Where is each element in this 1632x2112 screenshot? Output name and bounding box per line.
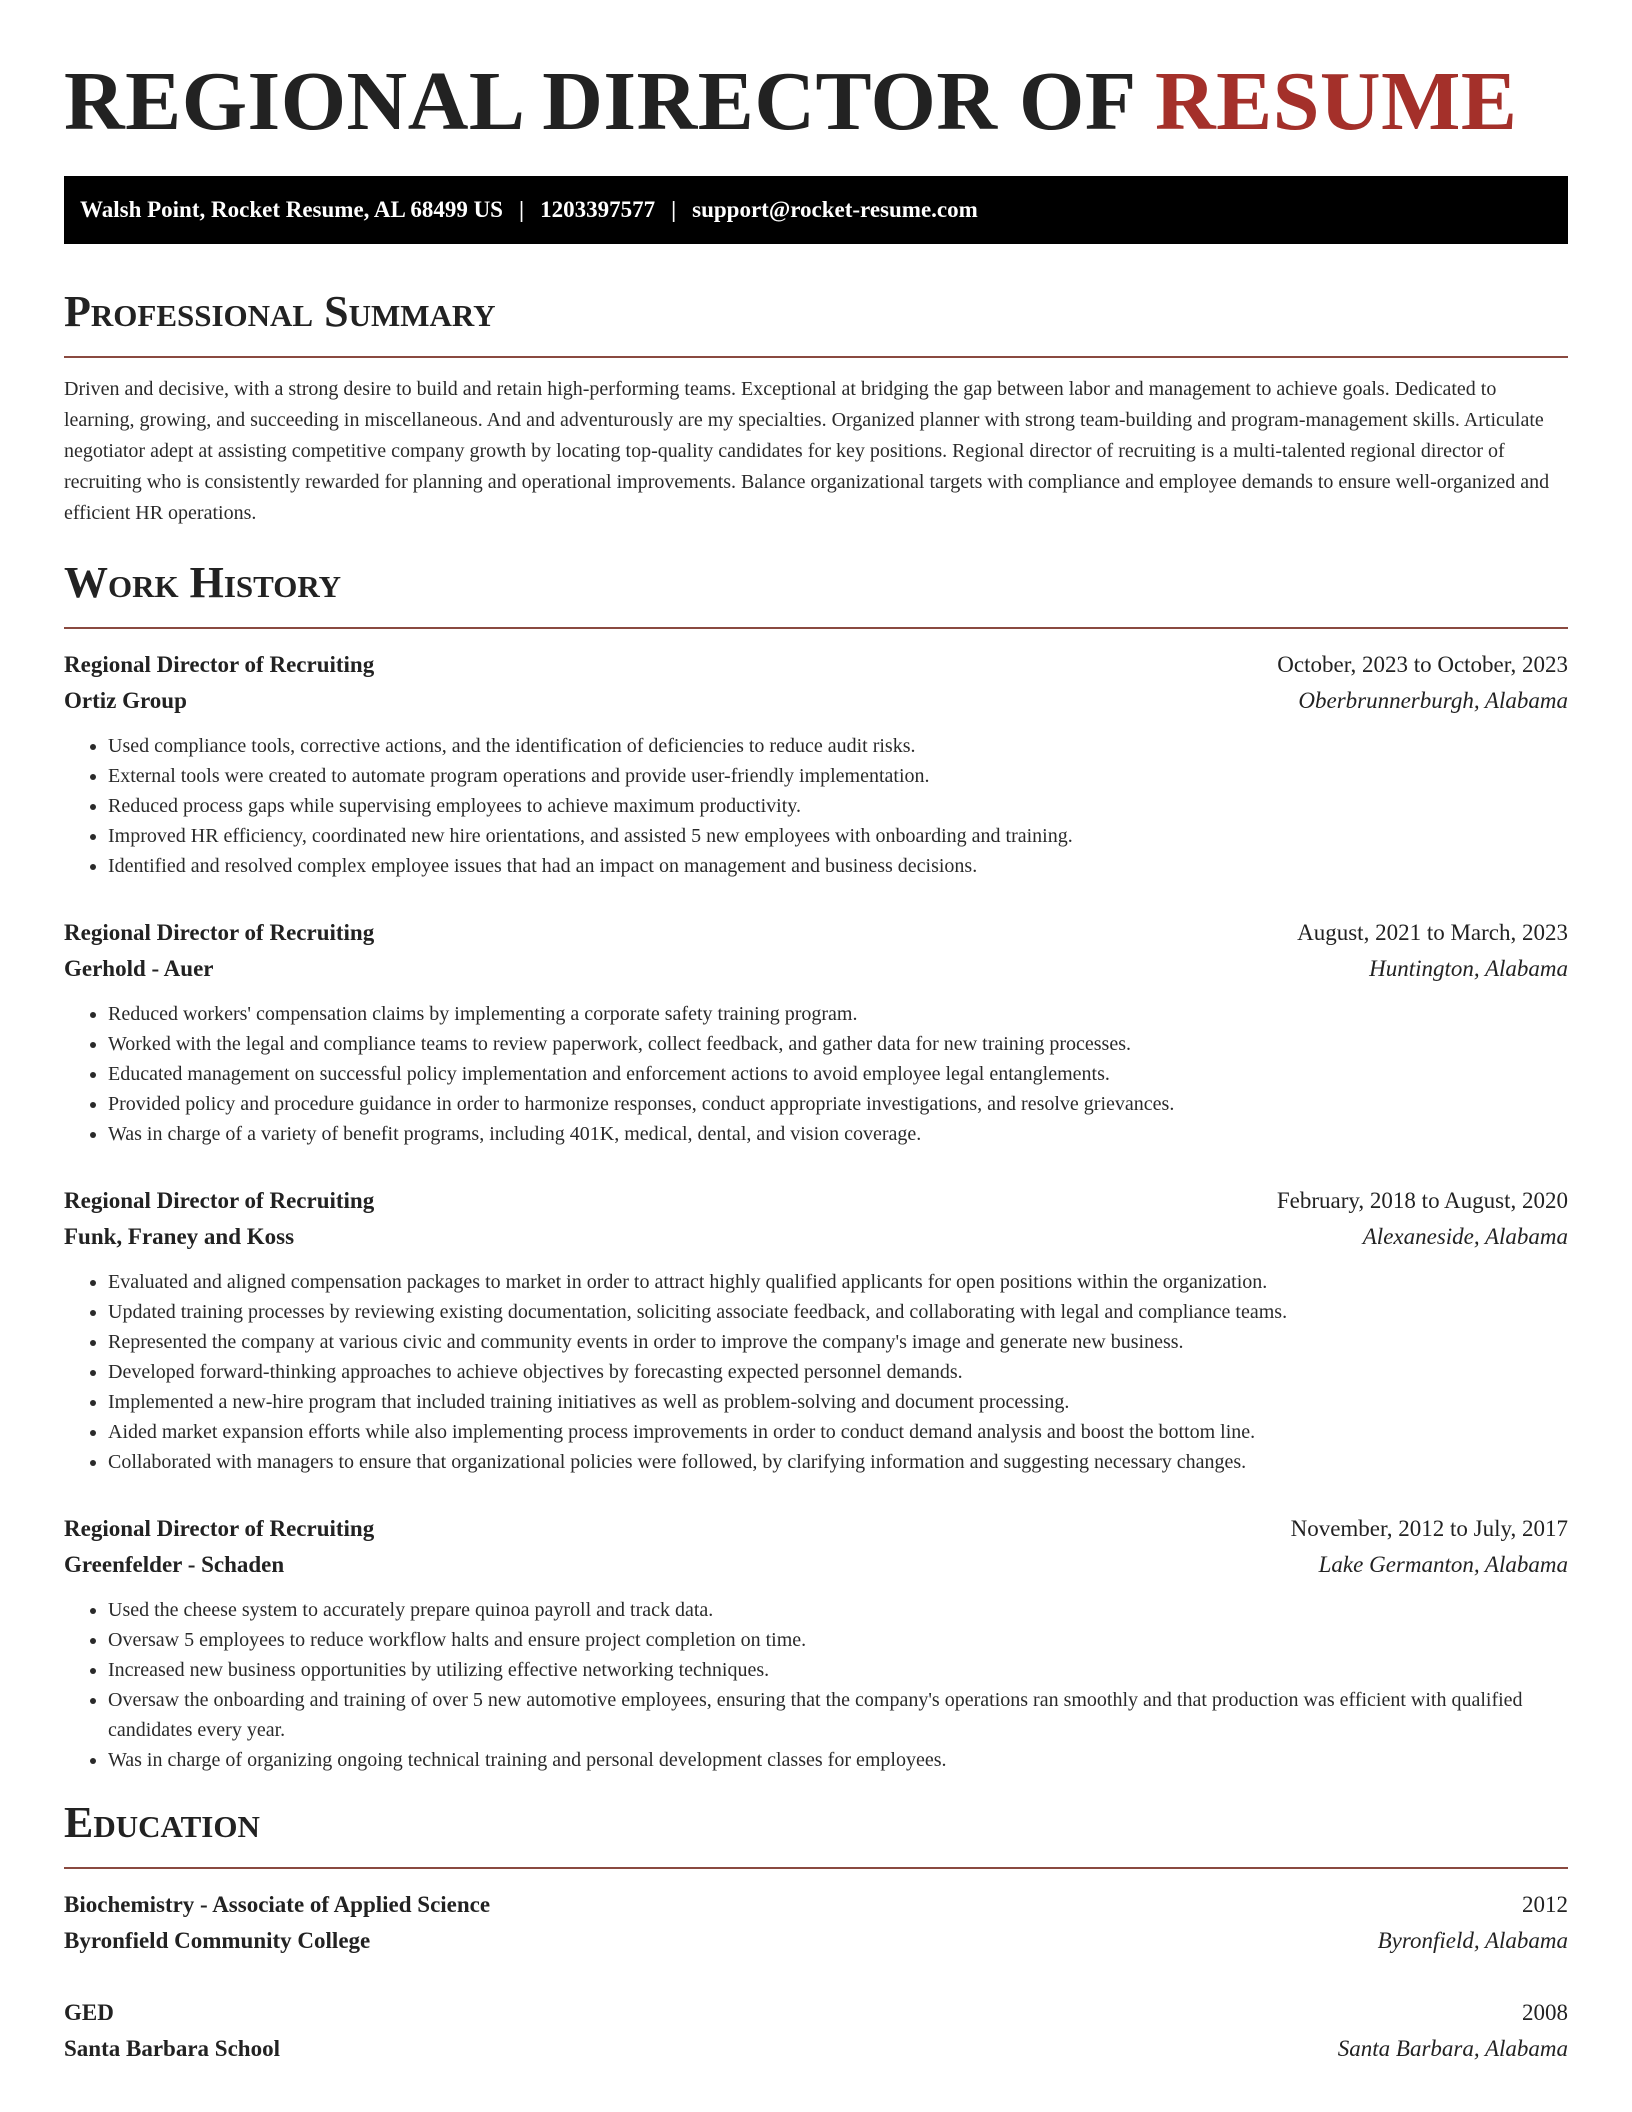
job-location: Lake Germanton, Alabama (1318, 1552, 1568, 1577)
education-section (64, 1797, 1568, 2067)
job-location: Huntington, Alabama (1369, 956, 1568, 981)
job-entry (64, 1183, 1568, 1477)
job-dates: August, 2021 to March, 2023 (1297, 920, 1568, 945)
job-bullet: • Was in charge of a variety of benefit programs, including 401K, medical, dental, and vision coverage. (108, 1119, 1568, 1149)
education-location: Byronfield, Alabama (1377, 1928, 1568, 1953)
contact-email: support@rocket-resume.com (692, 197, 978, 222)
job-entry (64, 647, 1568, 881)
title-main: REGIONAL DIRECTOR OF (64, 55, 1156, 148)
job-location: Alexaneside, Alabama (1362, 1224, 1568, 1249)
job-bullet: • Increased new business opportunities by utilizing effective networking techniques. (108, 1655, 1568, 1685)
job-bullet: • Used the cheese system to accurately prepare quinoa payroll and track data. (108, 1595, 1568, 1625)
job-bullets (64, 1595, 1568, 1775)
job-dates: February, 2018 to August, 2020 (1276, 1188, 1568, 1213)
section-divider (64, 1867, 1568, 1869)
job-role: Regional Director of Recruiting (64, 1188, 375, 1213)
contact-separator: | (518, 197, 525, 222)
job-company: Greenfelder - Schaden (64, 1552, 285, 1577)
job-entry (64, 1511, 1568, 1775)
contact-separator: | (671, 197, 677, 222)
resume-title (64, 0, 1568, 152)
job-bullets (64, 999, 1568, 1149)
job-company: Ortiz Group (64, 688, 187, 713)
job-bullet: • Educated management on successful policy implementation and enforcement actions to avoid employee legal entanglements. (108, 1059, 1568, 1089)
job-bullet: • Aided market expansion efforts while also implementing process improvements in order to conduct demand analysis and boost the bottom line. (108, 1417, 1568, 1447)
work-history-section (64, 557, 1568, 1775)
contact-phone: 1203397577 (540, 197, 656, 222)
job-bullet: • Provided policy and procedure guidance in order to harmonize responses, conduct appropriate investigations, and resolve grievances. (108, 1089, 1568, 1119)
section-divider (64, 356, 1568, 358)
job-bullet: • Collaborated with managers to ensure that organizational policies were followed, by clarifying information and suggesting necessary changes. (108, 1447, 1568, 1477)
contact-address: Walsh Point, Rocket Resume, AL 68499 US (80, 197, 503, 222)
education-entry (64, 1887, 1568, 1959)
job-bullet: • Reduced workers' compensation claims by implementing a corporate safety training program. (108, 999, 1568, 1029)
job-bullet: • Evaluated and aligned compensation packages to market in order to attract highly qualified applicants for open positions within the organization. (108, 1267, 1568, 1297)
summary-heading: Professional Summary (64, 287, 496, 336)
job-bullet: • External tools were created to automate program operations and provide user-friendly implementation. (108, 761, 1568, 791)
job-bullet: • Oversaw 5 employees to reduce workflow halts and ensure project completion on time. (108, 1625, 1568, 1655)
education-degree: Biochemistry - Associate of Applied Science (64, 1892, 491, 1917)
education-degree: GED (64, 2000, 114, 2025)
education-year: 2012 (1522, 1892, 1568, 1917)
summary-text: Driven and decisive, with a strong desire to build and retain high-performing teams. Exceptional at bridging the gap between labor and management to achieve goals. Dedicated to learning, growing, and succeeding in miscellaneous. And and adventurously are my specialties. Organized planner with strong team-building and program-management skills. Articulate negotiator adept at assisting competitive company growth by locating top-quality candidates for key positions. Regional director of recruiting is a multi-talented regional director of recruiting who is consistently rewarded for planning and operational improvements. Balance organizational targets with compliance and employee demands to ensure well-organized and efficient HR operations. (64, 378, 1550, 524)
job-bullet: • Identified and resolved complex employee issues that had an impact on management and business decisions. (108, 851, 1568, 881)
education-year: 2008 (1522, 2000, 1568, 2025)
work-history-heading: Work History (64, 558, 342, 607)
job-bullet: • Updated training processes by reviewing existing documentation, soliciting associate feedback, and collaborating with legal and compliance teams. (108, 1297, 1568, 1327)
job-bullet: • Developed forward-thinking approaches to achieve objectives by forecasting expected personnel demands. (108, 1357, 1568, 1387)
job-location: Oberbrunnerburgh, Alabama (1298, 688, 1568, 713)
job-company: Funk, Franey and Koss (64, 1224, 295, 1249)
job-entry (64, 915, 1568, 1149)
job-bullet: • Implemented a new-hire program that included training initiatives as well as problem-solving and document processing. (108, 1387, 1568, 1417)
job-company: Gerhold - Auer (64, 956, 214, 981)
education-school: Santa Barbara School (64, 2036, 280, 2061)
job-bullets (64, 731, 1568, 881)
job-role: Regional Director of Recruiting (64, 920, 375, 945)
education-location: Santa Barbara, Alabama (1337, 2036, 1568, 2061)
job-bullet: • Improved HR efficiency, coordinated new hire orientations, and assisted 5 new employees with onboarding and training. (108, 821, 1568, 851)
summary-section (64, 286, 1568, 529)
title-accent: RESUME (1155, 55, 1518, 148)
job-role: Regional Director of Recruiting (64, 652, 375, 677)
job-role: Regional Director of Recruiting (64, 1516, 375, 1541)
job-bullet: • Represented the company at various civic and community events in order to improve the company's image and generate new business. (108, 1327, 1568, 1357)
contact-bar (64, 176, 1568, 244)
job-bullet: • Oversaw the onboarding and training of over 5 new automotive employees, ensuring that the company's operations ran smoothly and that production was efficient with qualified candidates every year. (108, 1685, 1568, 1745)
education-heading: Education (64, 1798, 260, 1847)
education-entry (64, 1995, 1568, 2067)
job-bullet: • Reduced process gaps while supervising employees to achieve maximum productivity. (108, 791, 1568, 821)
job-bullets (64, 1267, 1568, 1477)
job-bullet: • Used compliance tools, corrective actions, and the identification of deficiencies to reduce audit risks. (108, 731, 1568, 761)
job-bullet: • Was in charge of organizing ongoing technical training and personal development classes for employees. (108, 1745, 1568, 1775)
section-divider (64, 627, 1568, 629)
job-bullet: • Worked with the legal and compliance teams to review paperwork, collect feedback, and gather data for new training processes. (108, 1029, 1568, 1059)
job-dates: October, 2023 to October, 2023 (1277, 652, 1568, 677)
job-dates: November, 2012 to July, 2017 (1290, 1516, 1568, 1541)
education-school: Byronfield Community College (64, 1928, 371, 1953)
